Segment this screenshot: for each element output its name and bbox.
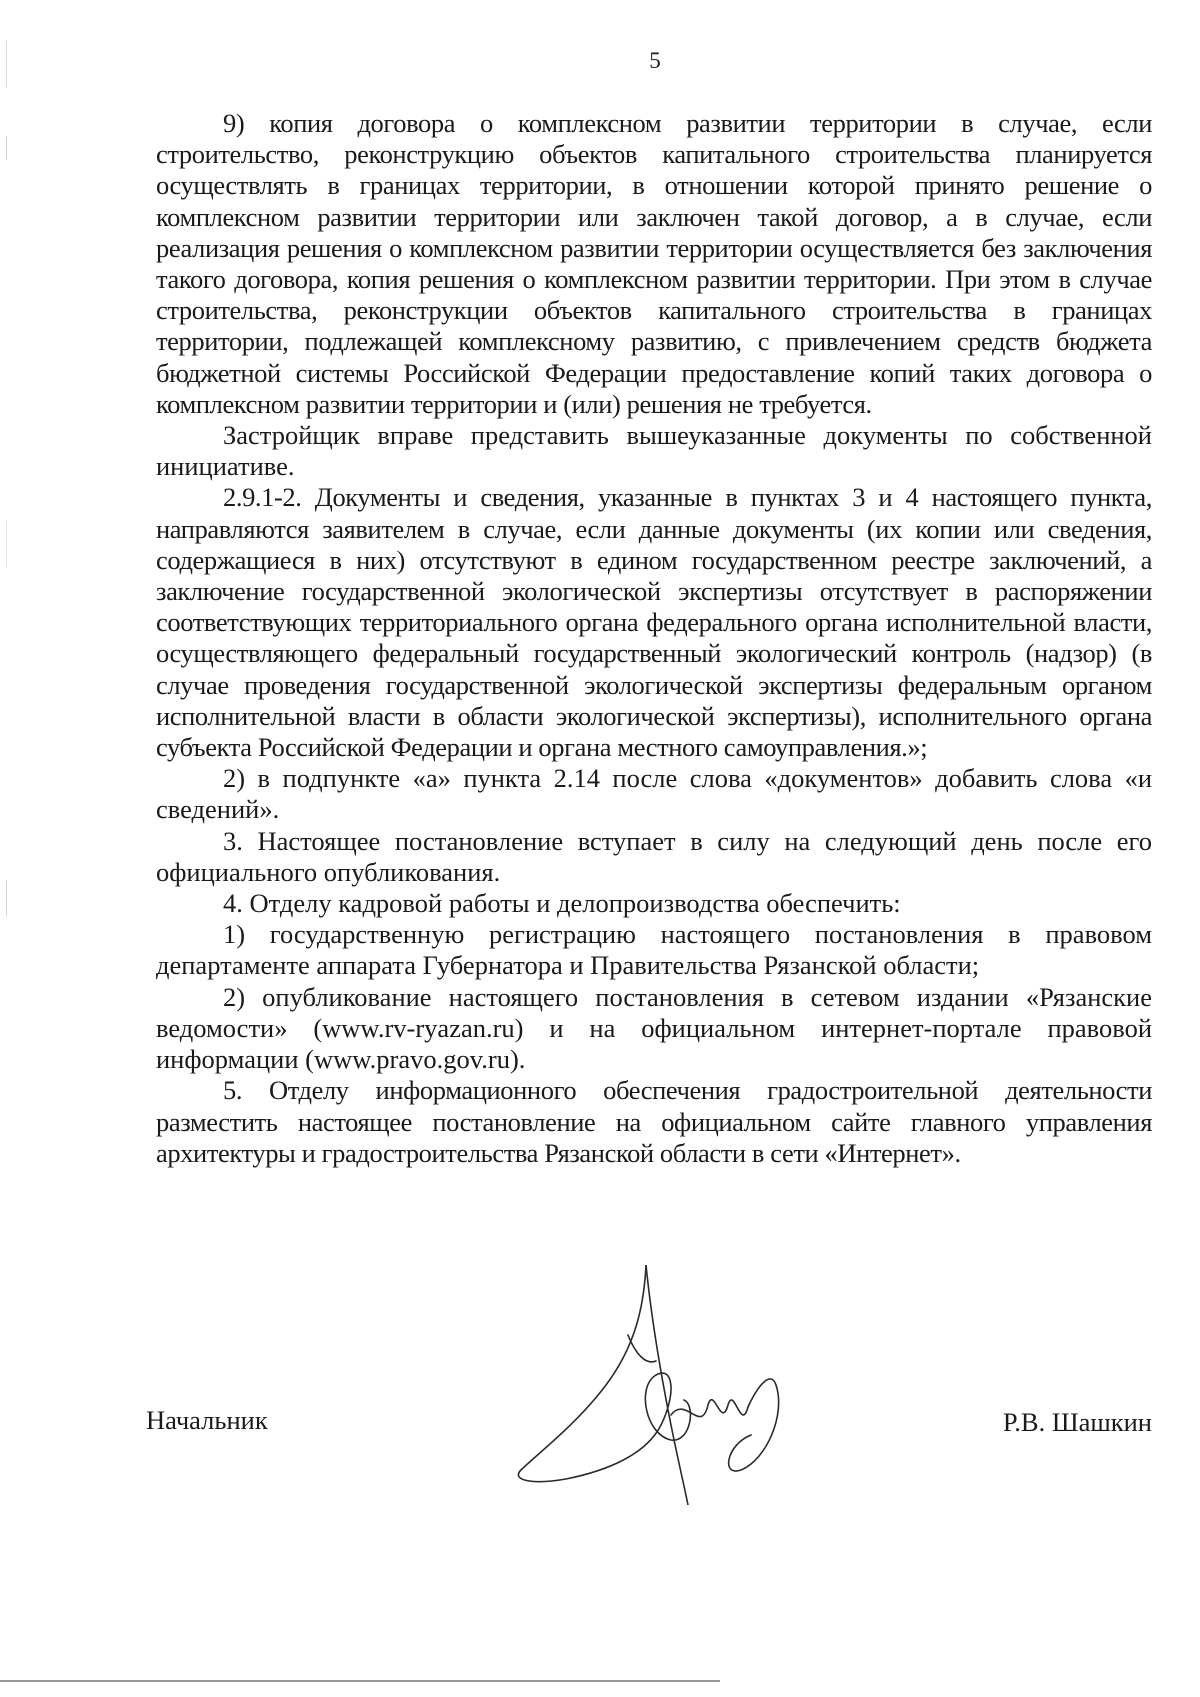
signature-block: [146, 1395, 1152, 1555]
paragraph-item-4-2: 2) опубликование настоящего постановления в сетевом издании «Рязанские ведомости» (www.rv-ryazan.ru) и на официальном интернет-портале правовой информации (www.pravo.gov.ru).: [156, 981, 1152, 1075]
paragraph-2-9-1-2: 2.9.1-2. Документы и сведения, указанные в пунктах 3 и 4 настоящего пункта, направляются заявителем в случае, если данные документы (их копии или сведения, содержащиеся в них) отсутствуют в едином государственном реестре заключений, а заключение государственной экологической экспертизы отсутствует в распоряжении соответствующих территориального органа федерального органа исполнительной власти, осуществляющего федеральный государственный экологический контроль (надзор) (в случае проведения государственной экологической экспертизы федеральным органом исполнительной власти в области экологической экспертизы), исполнительного органа субъекта Российской Федерации и органа местного самоуправления.»;: [156, 482, 1152, 763]
signatory-name: Р.В. Шашкин: [1002, 1407, 1152, 1437]
document-body: [156, 108, 1152, 1169]
paragraph-item-4-1: 1) государственную регистрацию настоящего постановления в правовом департаменте аппарата Губернатора и Правительства Рязанской области;: [156, 919, 1152, 981]
paragraph-item-3: 3. Настоящее постановление вступает в силу на следующий день после его официального опубликования.: [156, 825, 1152, 887]
paragraph-subitem-2: 2) в подпункте «а» пункта 2.14 после слова «документов» добавить слова «и сведений».: [156, 763, 1152, 825]
handwritten-signature: [496, 1265, 796, 1505]
signatory-title: Начальник: [146, 1405, 268, 1435]
page-number: 5: [649, 48, 661, 73]
scan-edge-artifact: [6, 40, 7, 1240]
paragraph-item-5: 5. Отделу информационного обеспечения градостроительной деятельности разместить настоящее постановление на официальном сайте главного управления архитектуры и градостроительства Рязанской области в сети «Интернет».: [156, 1075, 1152, 1168]
paragraph-item-4: 4. Отделу кадровой работы и делопроизводства обеспечить:: [223, 888, 901, 919]
scan-edge-artifact: [0, 1680, 720, 1682]
paragraph-developer-right: Застройщик вправе представить вышеуказанные документы по собственной инициативе.: [156, 420, 1152, 482]
paragraph-item-9: 9) копия договора о комплексном развитии территории в случае, если строительство, реконструкцию объектов капитального строительства планируется осуществлять в границах территории, в отношении которой принято решение о комплексном развитии территории или заключен такой договор, а в случае, если реализация решения о комплексном развитии территории осуществляется без заключения такого договора, копия решения о комплексном развитии территории. При этом в случае строительства, реконструкции объектов капитального строительства в границах территории, подлежащей комплексному развитию, с привлечением средств бюджета бюджетной системы Российской Федерации предоставление копий таких договора о комплексном развитии территории и (или) решения не требуется.: [156, 108, 1152, 419]
